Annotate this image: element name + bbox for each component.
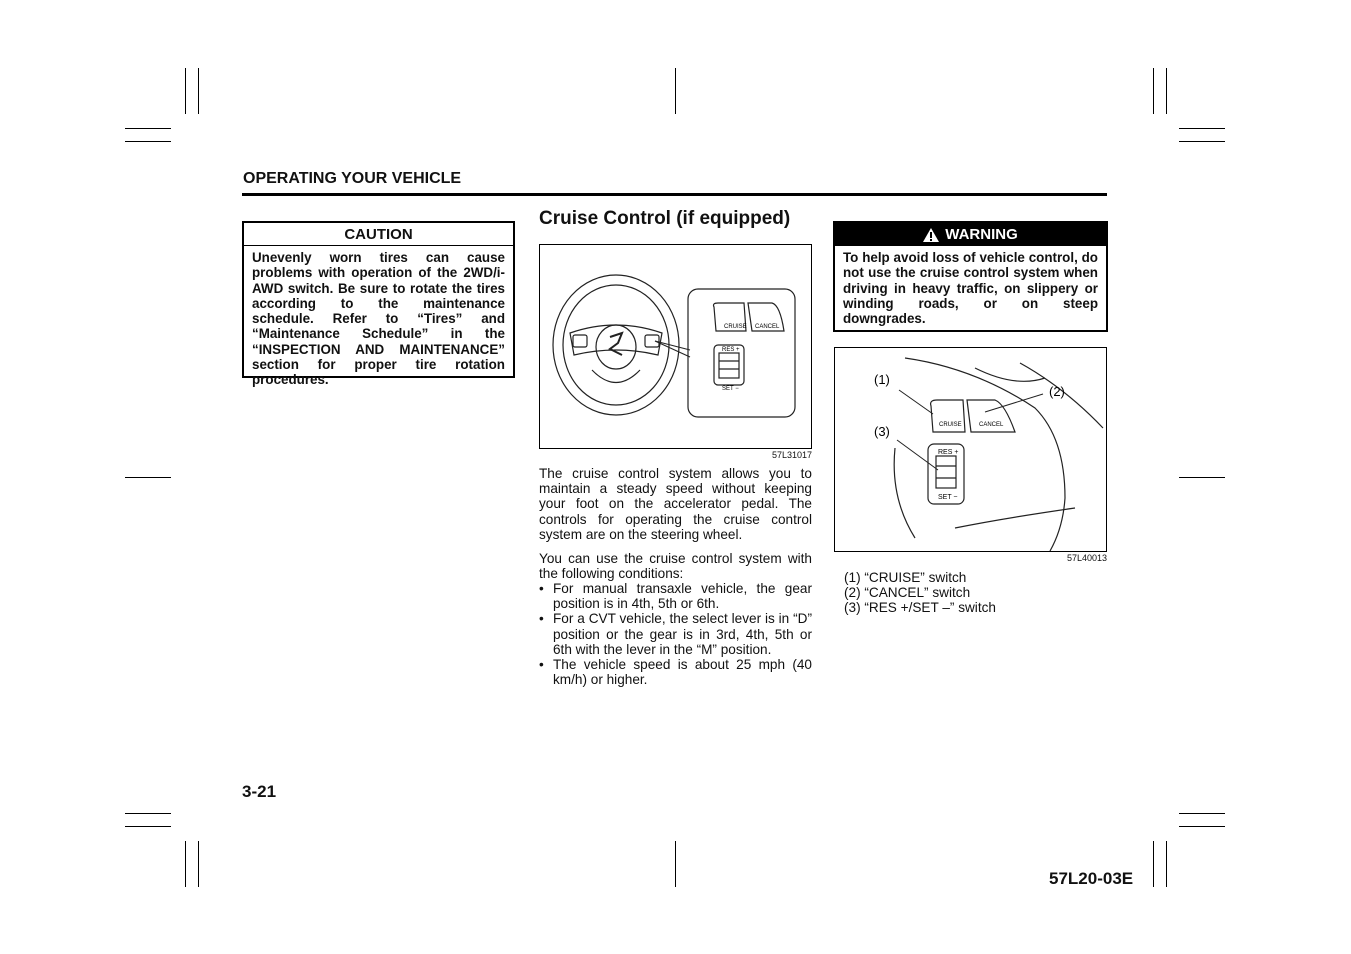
- fig2-cancel-label: CANCEL: [979, 422, 1004, 428]
- crop-mark: [1153, 841, 1154, 887]
- crop-mark: [125, 477, 171, 478]
- crop-mark: [198, 841, 199, 887]
- intro-paragraph: The cruise control system allows you to maintain a steady speed without keeping your foot on the accelerator pedal. The controls for operating the cruise control system are on the steering wheel.: [539, 466, 812, 542]
- caution-body: Unevenly worn tires can cause problems with operation of the 2WD/i-AWD switch. Be sure to rotate the tires according to the maintenance schedule. Refer to “Tires” and “Maintenance Schedule” in the “INSPECTION AND MAINTENANCE” section for proper tire rotation procedures.: [252, 250, 505, 388]
- crop-mark: [1153, 68, 1154, 114]
- warning-triangle-icon: [923, 228, 939, 242]
- crop-mark: [1179, 813, 1225, 814]
- crop-mark: [185, 68, 186, 114]
- header-rule: [242, 193, 1107, 196]
- crop-mark: [1179, 141, 1225, 142]
- crop-mark: [675, 68, 676, 114]
- fig2-set-label: SET −: [938, 494, 958, 501]
- conditions-intro: You can use the cruise control system with the following conditions:: [539, 551, 812, 582]
- steering-wheel-figure: [539, 244, 812, 449]
- crop-mark: [125, 141, 171, 142]
- crop-mark: [1179, 477, 1225, 478]
- caution-title: CAUTION: [244, 223, 513, 246]
- warning-body: To help avoid loss of vehicle control, do not use the cruise control system when driving in heavy traffic, on slippery or winding roads, or on steep downgrades.: [843, 250, 1098, 327]
- crop-mark: [1166, 68, 1167, 114]
- crop-mark: [125, 128, 171, 129]
- crop-mark: [198, 68, 199, 114]
- figure-id: 57L31017: [771, 450, 812, 460]
- fig1-set-label: SET −: [722, 386, 739, 392]
- switch-figure: [834, 347, 1107, 552]
- crop-mark: [1179, 826, 1225, 827]
- crop-mark: [185, 841, 186, 887]
- fig1-cancel-label: CANCEL: [755, 324, 780, 330]
- list-item: • The vehicle speed is about 25 mph (40 km/h) or higher.: [539, 657, 812, 687]
- crop-mark: [125, 813, 171, 814]
- list-item: • For a CVT vehicle, the select lever is in “D” position or the gear is in 3rd, 4th, 5th or 6th with the lever in the “M” position.: [539, 611, 812, 657]
- conditions-list: [539, 581, 812, 687]
- warning-header: [835, 223, 1106, 246]
- steering-wheel-illustration: [540, 245, 811, 448]
- warning-box: [833, 221, 1108, 332]
- crop-mark: [675, 841, 676, 887]
- page-number: 3-21: [242, 782, 277, 801]
- legend-item: (3) “RES +/SET –” switch: [844, 600, 996, 616]
- fig1-res-label: RES +: [722, 347, 740, 353]
- crop-mark: [1179, 128, 1225, 129]
- callout-2: (2): [1049, 384, 1065, 399]
- figure-legend: [844, 570, 996, 616]
- callout-1: (1): [874, 372, 890, 387]
- legend-item: (1) “CRUISE” switch: [844, 570, 967, 585]
- fig1-cruise-label: CRUISE: [724, 324, 747, 330]
- crop-mark: [125, 826, 171, 827]
- caution-box: [242, 221, 515, 388]
- document-code: 57L20-03E: [1049, 869, 1134, 888]
- legend-item: (2) “CANCEL” switch: [844, 585, 971, 601]
- figure-id: 57L40013: [1066, 553, 1107, 563]
- section-heading: Cruise Control (if equipped): [539, 208, 791, 229]
- warning-title: WARNING: [945, 226, 1018, 243]
- callout-3: (3): [874, 424, 890, 439]
- fig2-res-label: RES +: [938, 449, 959, 456]
- section-header: OPERATING YOUR VEHICLE: [243, 170, 462, 187]
- fig2-cruise-label: CRUISE: [939, 422, 962, 428]
- list-item: • For manual transaxle vehicle, the gear position is in 4th, 5th or 6th.: [539, 581, 812, 611]
- crop-mark: [1166, 841, 1167, 887]
- switch-illustration: [835, 348, 1106, 551]
